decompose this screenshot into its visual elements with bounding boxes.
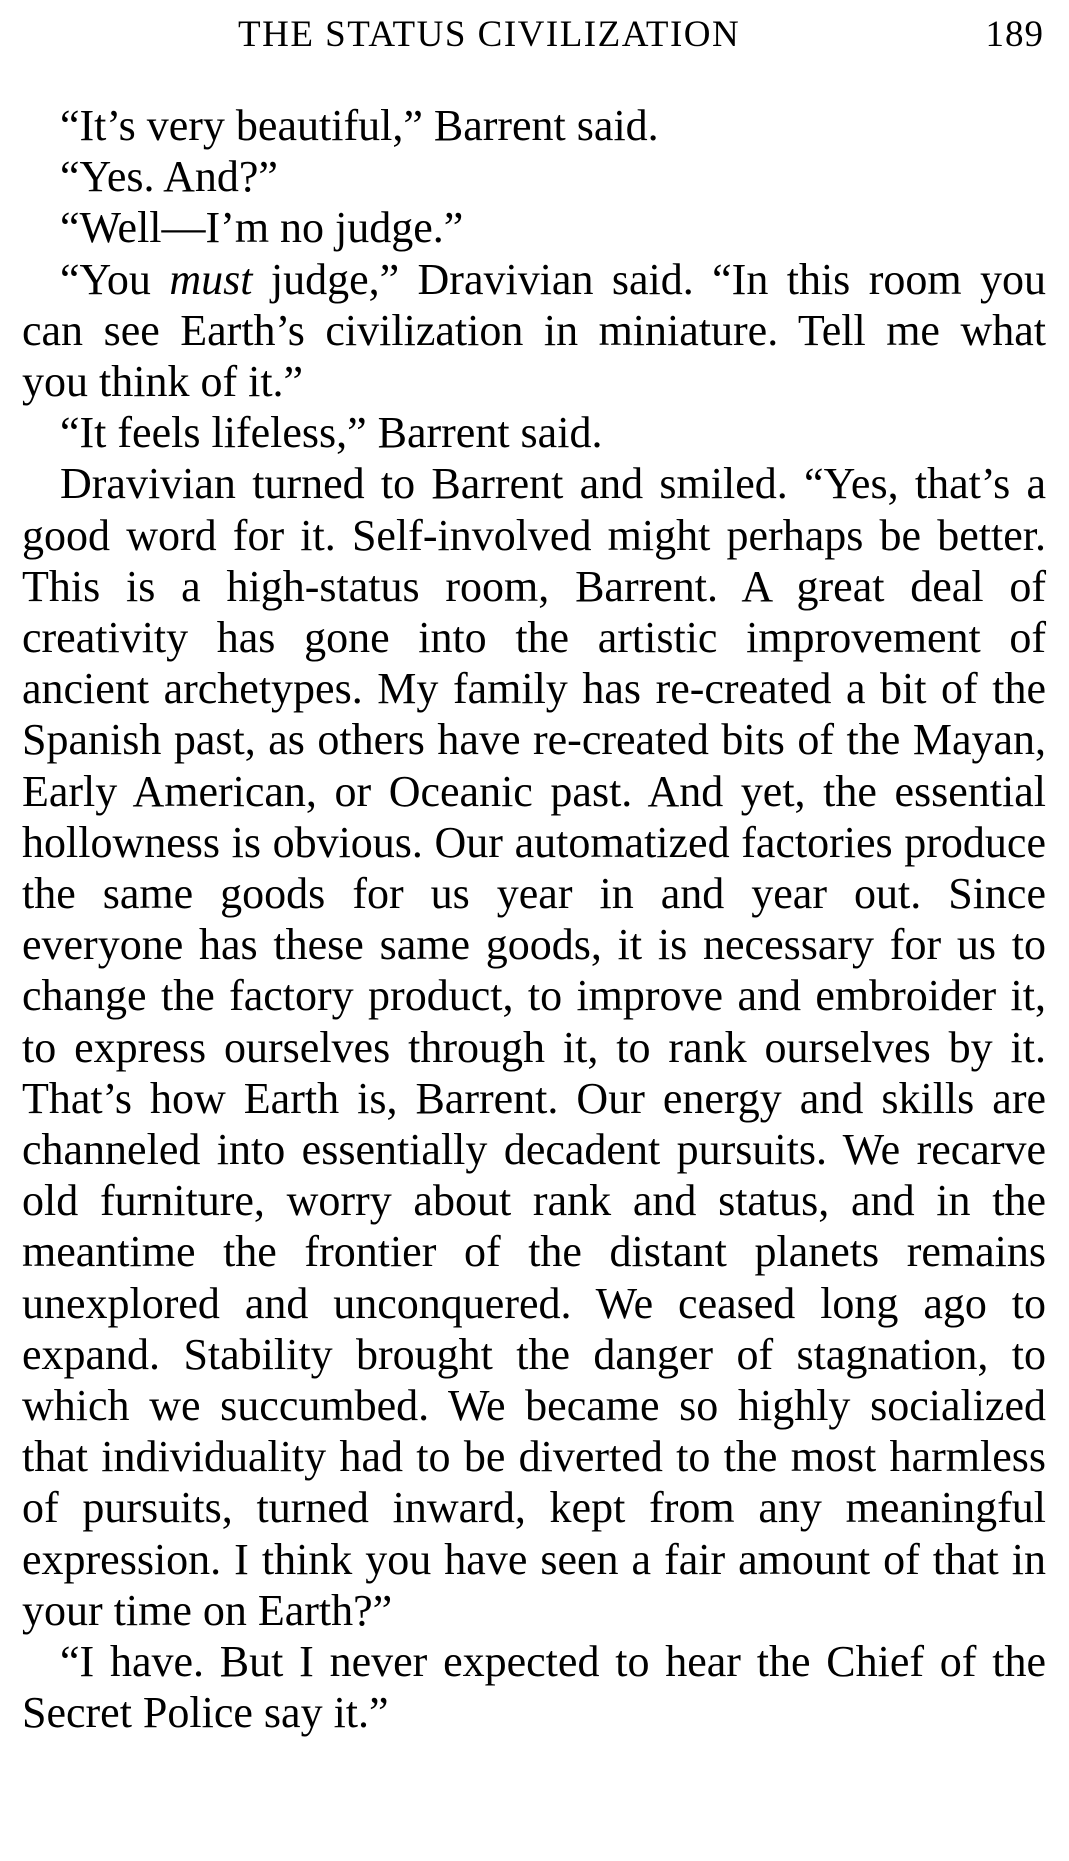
paragraph-4-after: judge,” Dravivian said. “In this room you can see Earth’s civilization in miniature. Tell me what you think of it.” bbox=[22, 254, 1046, 407]
paragraph-1: “It’s very beautiful,” Barrent said. bbox=[60, 101, 659, 150]
running-head bbox=[0, 10, 1069, 60]
body-text bbox=[22, 100, 1046, 1739]
paragraph-2: “Yes. And?” bbox=[60, 152, 278, 202]
paragraph-3: “Well—I’m no judge.” bbox=[60, 203, 464, 253]
running-title: THE STATUS CIVILIZATION bbox=[238, 14, 741, 55]
paragraph-4-before: “You bbox=[60, 254, 170, 304]
paragraph-5: “It feels lifeless,” Barrent said. bbox=[60, 408, 603, 458]
paragraph-6: Dravivian turned to Barrent and smiled. “Yes, that’s a good word for it. Self-involved might perhaps be better. This is a high-status room, Barrent. A great deal of creativity has gone into the artistic improvement of ancient archetypes. My family has re-created a bit of the Spanish past, as others have re-created bits of the Mayan, Early American, or Oceanic past. And yet, the essential hollowness is obvious. Our automatized factories produce the same goods for us year in and year out. Since everyone has these same goods, it is necessary for us to change the factory product, to improve and embroider it, to express ourselves through it, to rank ourselves by it. That’s how Earth is, Barrent. Our energy and skills are channeled into essentially decadent pursuits. We recarve old furniture, worry about rank and status, and in the meantime the frontier of the distant planets remains unexplored and unconquered. We ceased long ago to expand. Stability brought the danger of stagnation, to which we succumbed. We became so highly socialized that individuality had to be diverted to the most harmless of pursuits, turned inward, kept from any meaningful expression. I think you have seen a fair amount of that in your time on Earth?” bbox=[22, 459, 1046, 1635]
paragraph-7: “I have. But I never expected to hear the Chief of the Secret Police say it.” bbox=[22, 1637, 1046, 1738]
page-number: 189 bbox=[985, 14, 1044, 55]
paragraph-4 bbox=[22, 254, 1046, 408]
emphasis-must: must bbox=[169, 254, 253, 304]
